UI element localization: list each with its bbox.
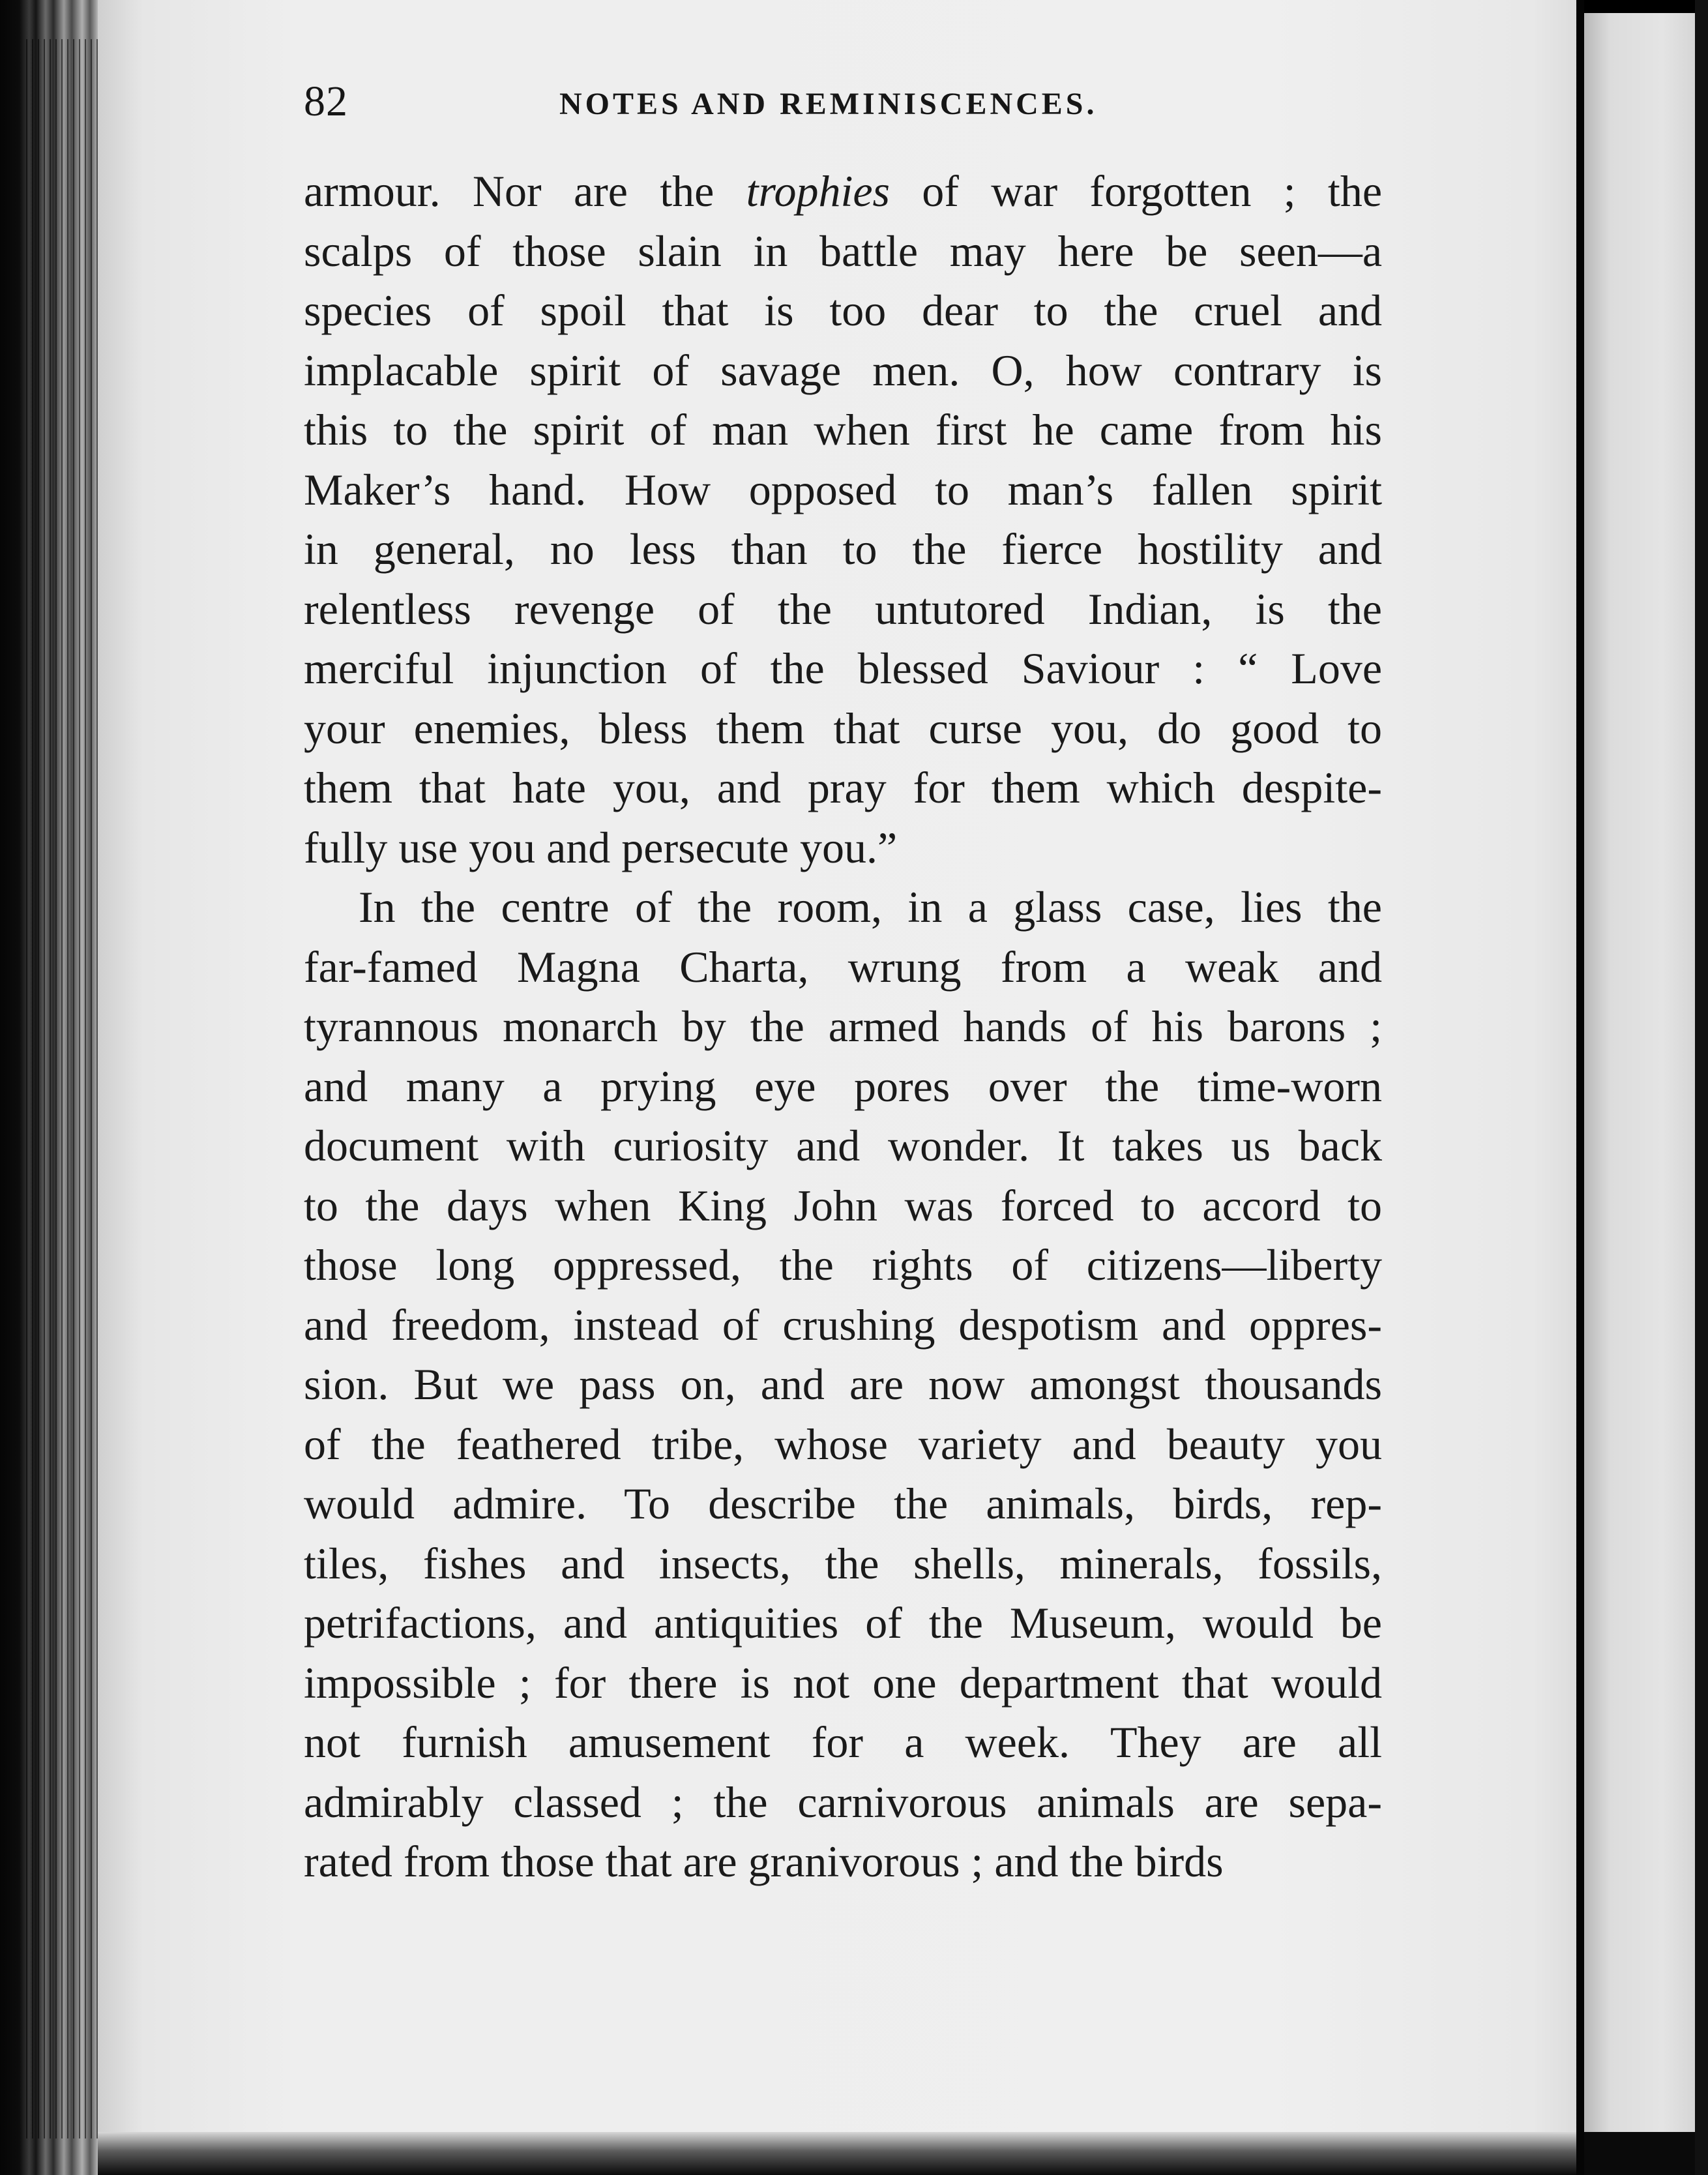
- text-line: [304, 997, 1382, 1057]
- text-run: and many a prying eye pores over the time-worn: [304, 1061, 1382, 1111]
- text-run: those long oppressed, the rights of citizens—liberty: [304, 1240, 1382, 1290]
- text-run: of war forgotten ; the: [889, 166, 1382, 216]
- paragraph: [304, 162, 1382, 878]
- page-header: [304, 77, 1382, 136]
- text-run: fully use you and persecute you.”: [304, 822, 898, 872]
- text-run: petrifactions, and antiquities of the Museum, would be: [304, 1598, 1382, 1648]
- running-head: NOTES AND REMINISCENCES.: [559, 87, 1098, 121]
- text-run: would admire. To describe the animals, birds, rep-: [304, 1479, 1382, 1528]
- text-line: [304, 1355, 1382, 1415]
- text-run: implacable spirit of savage men. O, how contrary is: [304, 345, 1382, 395]
- text-line: [304, 1713, 1382, 1773]
- text-run: In the centre of the room, in a glass case, lies the: [359, 882, 1382, 932]
- text-line: [304, 580, 1382, 640]
- text-line: [304, 758, 1382, 818]
- page-number: 82: [304, 78, 348, 125]
- body-text: [304, 162, 1382, 1892]
- text-run: relentless revenge of the untutored Indian, is the: [304, 584, 1382, 634]
- text-line: [304, 818, 1382, 878]
- text-line: [304, 1593, 1382, 1653]
- text-line: [304, 1474, 1382, 1534]
- text-run: species of spoil that is too dear to the cruel and: [304, 286, 1382, 335]
- text-line: [304, 1653, 1382, 1713]
- text-run: them that hate you, and pray for them which despite-: [304, 763, 1382, 812]
- text-run: impossible ; for there is not one department that would: [304, 1657, 1382, 1708]
- page-bottom-shadow: [98, 2132, 1579, 2175]
- text-run: merciful injunction of the blessed Saviour : “ Love: [304, 644, 1382, 693]
- text-line: [304, 341, 1382, 401]
- text-line: [304, 1415, 1382, 1475]
- text-line: [304, 1116, 1382, 1176]
- text-run: admirably classed ; the carnivorous animals are sepa-: [304, 1777, 1382, 1827]
- text-line: [304, 699, 1382, 759]
- text-run: far-famed Magna Charta, wrung from a weak and: [304, 941, 1382, 992]
- text-line: [304, 222, 1382, 282]
- text-line: [304, 1534, 1382, 1594]
- text-run: this to the spirit of man when first he came from his: [304, 405, 1382, 454]
- text-line: [304, 520, 1382, 580]
- text-run: tiles, fishes and insects, the shells, minerals, fossils,: [304, 1538, 1382, 1588]
- page-divider: [1576, 0, 1584, 2175]
- paragraph: [304, 878, 1382, 1892]
- text-line: [304, 460, 1382, 520]
- page-edges: [26, 39, 104, 2138]
- text-line: [304, 1176, 1382, 1236]
- text-run: tyrannous monarch by the armed hands of his barons ;: [304, 1001, 1382, 1051]
- text-line: [304, 400, 1382, 460]
- text-line: [304, 1057, 1382, 1117]
- text-run: of the feathered tribe, whose variety and beauty you: [304, 1419, 1382, 1469]
- text-run: to the days when King John was forced to accord to: [304, 1180, 1382, 1230]
- text-run: and freedom, instead of crushing despotism and oppres-: [304, 1299, 1382, 1350]
- text-run: in general, no less than to the fierce hostility and: [304, 524, 1382, 574]
- text-line: [304, 639, 1382, 699]
- text-run: not furnish amusement for a week. They are all: [304, 1717, 1382, 1767]
- text-line: [304, 1295, 1382, 1355]
- right-edge: [1695, 0, 1708, 2175]
- text-line: [304, 878, 1382, 938]
- text-line: [304, 281, 1382, 341]
- text-run: document with curiosity and wonder. It takes us back: [304, 1121, 1382, 1170]
- text-run: rated from those that are granivorous ; and the birds: [304, 1837, 1224, 1886]
- text-line: [304, 1832, 1382, 1892]
- text-run: your enemies, bless them that curse you, do good to: [304, 703, 1382, 753]
- text-run: armour. Nor are the: [304, 166, 746, 216]
- text-line: [304, 1235, 1382, 1295]
- text-run: trophies: [746, 166, 890, 216]
- text-line: [304, 162, 1382, 222]
- facing-page: [1584, 13, 1708, 2132]
- text-run: Maker’s hand. How opposed to man’s fallen spirit: [304, 464, 1382, 514]
- text-run: sion. But we pass on, and are now amongst thousands: [304, 1359, 1382, 1409]
- text-line: [304, 938, 1382, 998]
- facing-page-shadow: [1584, 2132, 1708, 2175]
- text-run: scalps of those slain in battle may here be seen—a: [304, 226, 1382, 276]
- text-line: [304, 1773, 1382, 1833]
